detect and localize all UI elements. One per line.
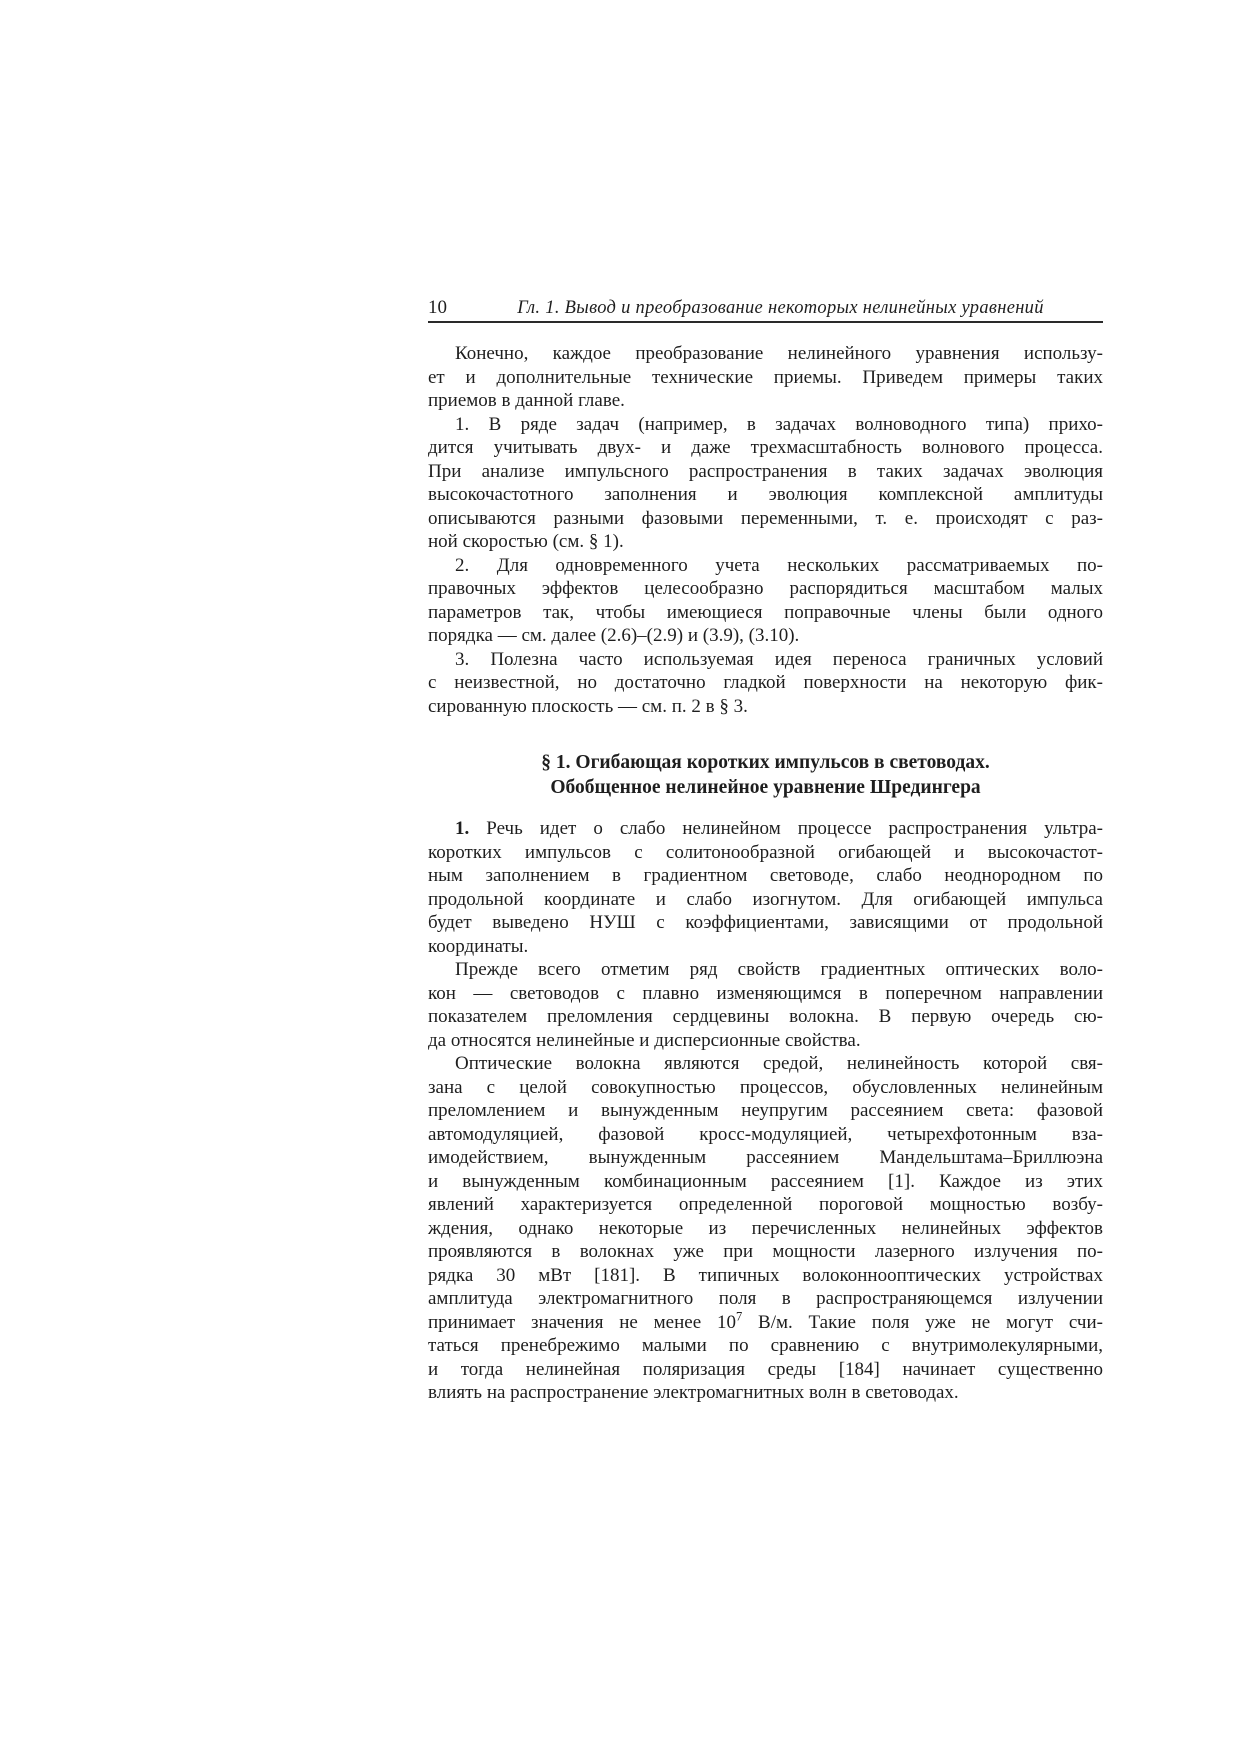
text-line: Прежде всего отметим ряд свойств градиентных оптических воло- [455, 959, 1103, 980]
text-line: рядка 30 мВт [181]. В типичных волоконнооптических устройствах [428, 1264, 1103, 1286]
section-heading-line-1: § 1. Огибающая коротких импульсов в световодах. [541, 752, 990, 773]
bold-run: 1. [455, 818, 470, 839]
paragraph [428, 342, 1103, 413]
text-line: явлений характеризуется определенной пороговой мощностью возбу- [428, 1194, 1103, 1215]
text-line: да относятся нелинейные и дисперсионные свойства. [428, 1029, 861, 1051]
text-line: автомодуляцией, фазовой кросс-модуляцией, четырехфотонным вза- [428, 1123, 1103, 1145]
text-line: и тогда нелинейная поляризация среды [184] начинает существенно [428, 1358, 1103, 1380]
running-head [428, 297, 1103, 321]
header-rule [428, 321, 1103, 323]
text-line: 3. Полезна часто используемая идея переноса граничных условий [455, 648, 1103, 670]
text-line: с неизвестной, но достаточно гладкой поверхности на некоторую фик- [428, 672, 1103, 693]
text-line: Конечно, каждое преобразование нелинейного уравнения использу- [455, 343, 1103, 364]
paragraph [428, 648, 1103, 719]
text-line: правочных эффектов целесообразно распорядиться масштабом малых [428, 578, 1103, 599]
text-line: проявляются в волокнах уже при мощности лазерного излучения по- [428, 1241, 1103, 1262]
text-line: влиять на распространение электромагнитных волн в световодах. [428, 1382, 959, 1403]
text-line: кон — световодов с плавно изменяющимся в поперечном направлении [428, 982, 1103, 1004]
text-line: ет и дополнительные технические приемы. Приведем примеры таких [428, 366, 1103, 388]
page-number: 10 [428, 297, 447, 318]
paragraph [428, 413, 1103, 554]
text-run: Речь идет о слабо нелинейном процессе распространения ультра- [469, 818, 1103, 839]
running-title: Гл. 1. Вывод и преобразование некоторых нелинейных уравнений [517, 298, 1044, 318]
text-line: координаты. [428, 935, 529, 957]
text-line: высокочастотного заполнения и эволюция комплексной амплитуды [428, 484, 1103, 505]
superscript: 7 [735, 1309, 743, 1324]
text-line: 1. В ряде задач (например, в задачах волноводного типа) прихо- [455, 413, 1103, 435]
section-heading [428, 751, 1103, 800]
text-line: При анализе импульсного распространения в таких задачах эволюция [428, 460, 1103, 482]
text-line: таться пренебрежимо малыми по сравнению с внутримолекулярными, [428, 1335, 1103, 1356]
text-run: принимает значения не менее 10 [428, 1311, 736, 1333]
text-line: параметров так, чтобы имеющиеся поправочные члены были одного [428, 601, 1103, 623]
text-line: ждения, однако некоторые из перечисленных нелинейных эффектов [428, 1217, 1103, 1239]
text-line: преломлением и вынужденным неупругим рассеянием света: фазовой [428, 1100, 1103, 1121]
paragraph [428, 554, 1103, 648]
text-line: сированную плоскость — см. п. 2 в § 3. [428, 695, 748, 717]
text-line: порядка — см. далее (2.6)–(2.9) и (3.9), (3.10). [428, 625, 800, 646]
text-run: В/м. Такие поля уже не могут счи- [742, 1311, 1103, 1333]
text-line: ной скоростью (см. § 1). [428, 531, 624, 552]
text-line: ным заполнением в градиентном световоде, слабо неоднородном по [428, 865, 1103, 886]
text-line: приемов в данной главе. [428, 390, 625, 411]
section-text-block [428, 817, 1103, 1405]
text-line: и вынужденным комбинационным рассеянием [1]. Каждое из этих [428, 1170, 1103, 1192]
text-line: дится учитывать двух- и даже трехмасштабность волнового процесса. [428, 437, 1103, 458]
text-line: продольной координате и слабо изогнутом. Для огибающей импульса [428, 888, 1103, 910]
paragraph [428, 817, 1103, 958]
text-line: имодействием, вынужденным рассеянием Мандельштама–Бриллюэна [428, 1147, 1103, 1168]
text-line: описываются разными фазовыми переменными, т. е. происходят с раз- [428, 507, 1103, 529]
text-line [428, 1311, 1103, 1335]
text-line [428, 817, 1103, 841]
section-heading-line-2: Обобщенное нелинейное уравнение Шредингера [550, 776, 981, 798]
text-line: Оптические волокна являются средой, нелинейность которой свя- [455, 1053, 1103, 1074]
text-line: 2. Для одновременного учета нескольких рассматриваемых по- [455, 554, 1103, 576]
text-line: коротких импульсов с солитонообразной огибающей и высокочастот- [428, 841, 1103, 863]
intro-text-block [428, 342, 1103, 718]
text-line: зана с целой совокупностью процессов, обусловленных нелинейным [428, 1076, 1103, 1098]
text-line: будет выведено НУШ с коэффициентами, зависящими от продольной [428, 912, 1103, 933]
paragraph [428, 958, 1103, 1052]
paragraph [428, 1052, 1103, 1405]
text-line: показателем преломления сердцевины волокна. В первую очередь сю- [428, 1006, 1103, 1027]
text-line: амплитуда электромагнитного поля в распространяющемся излучении [428, 1288, 1103, 1309]
